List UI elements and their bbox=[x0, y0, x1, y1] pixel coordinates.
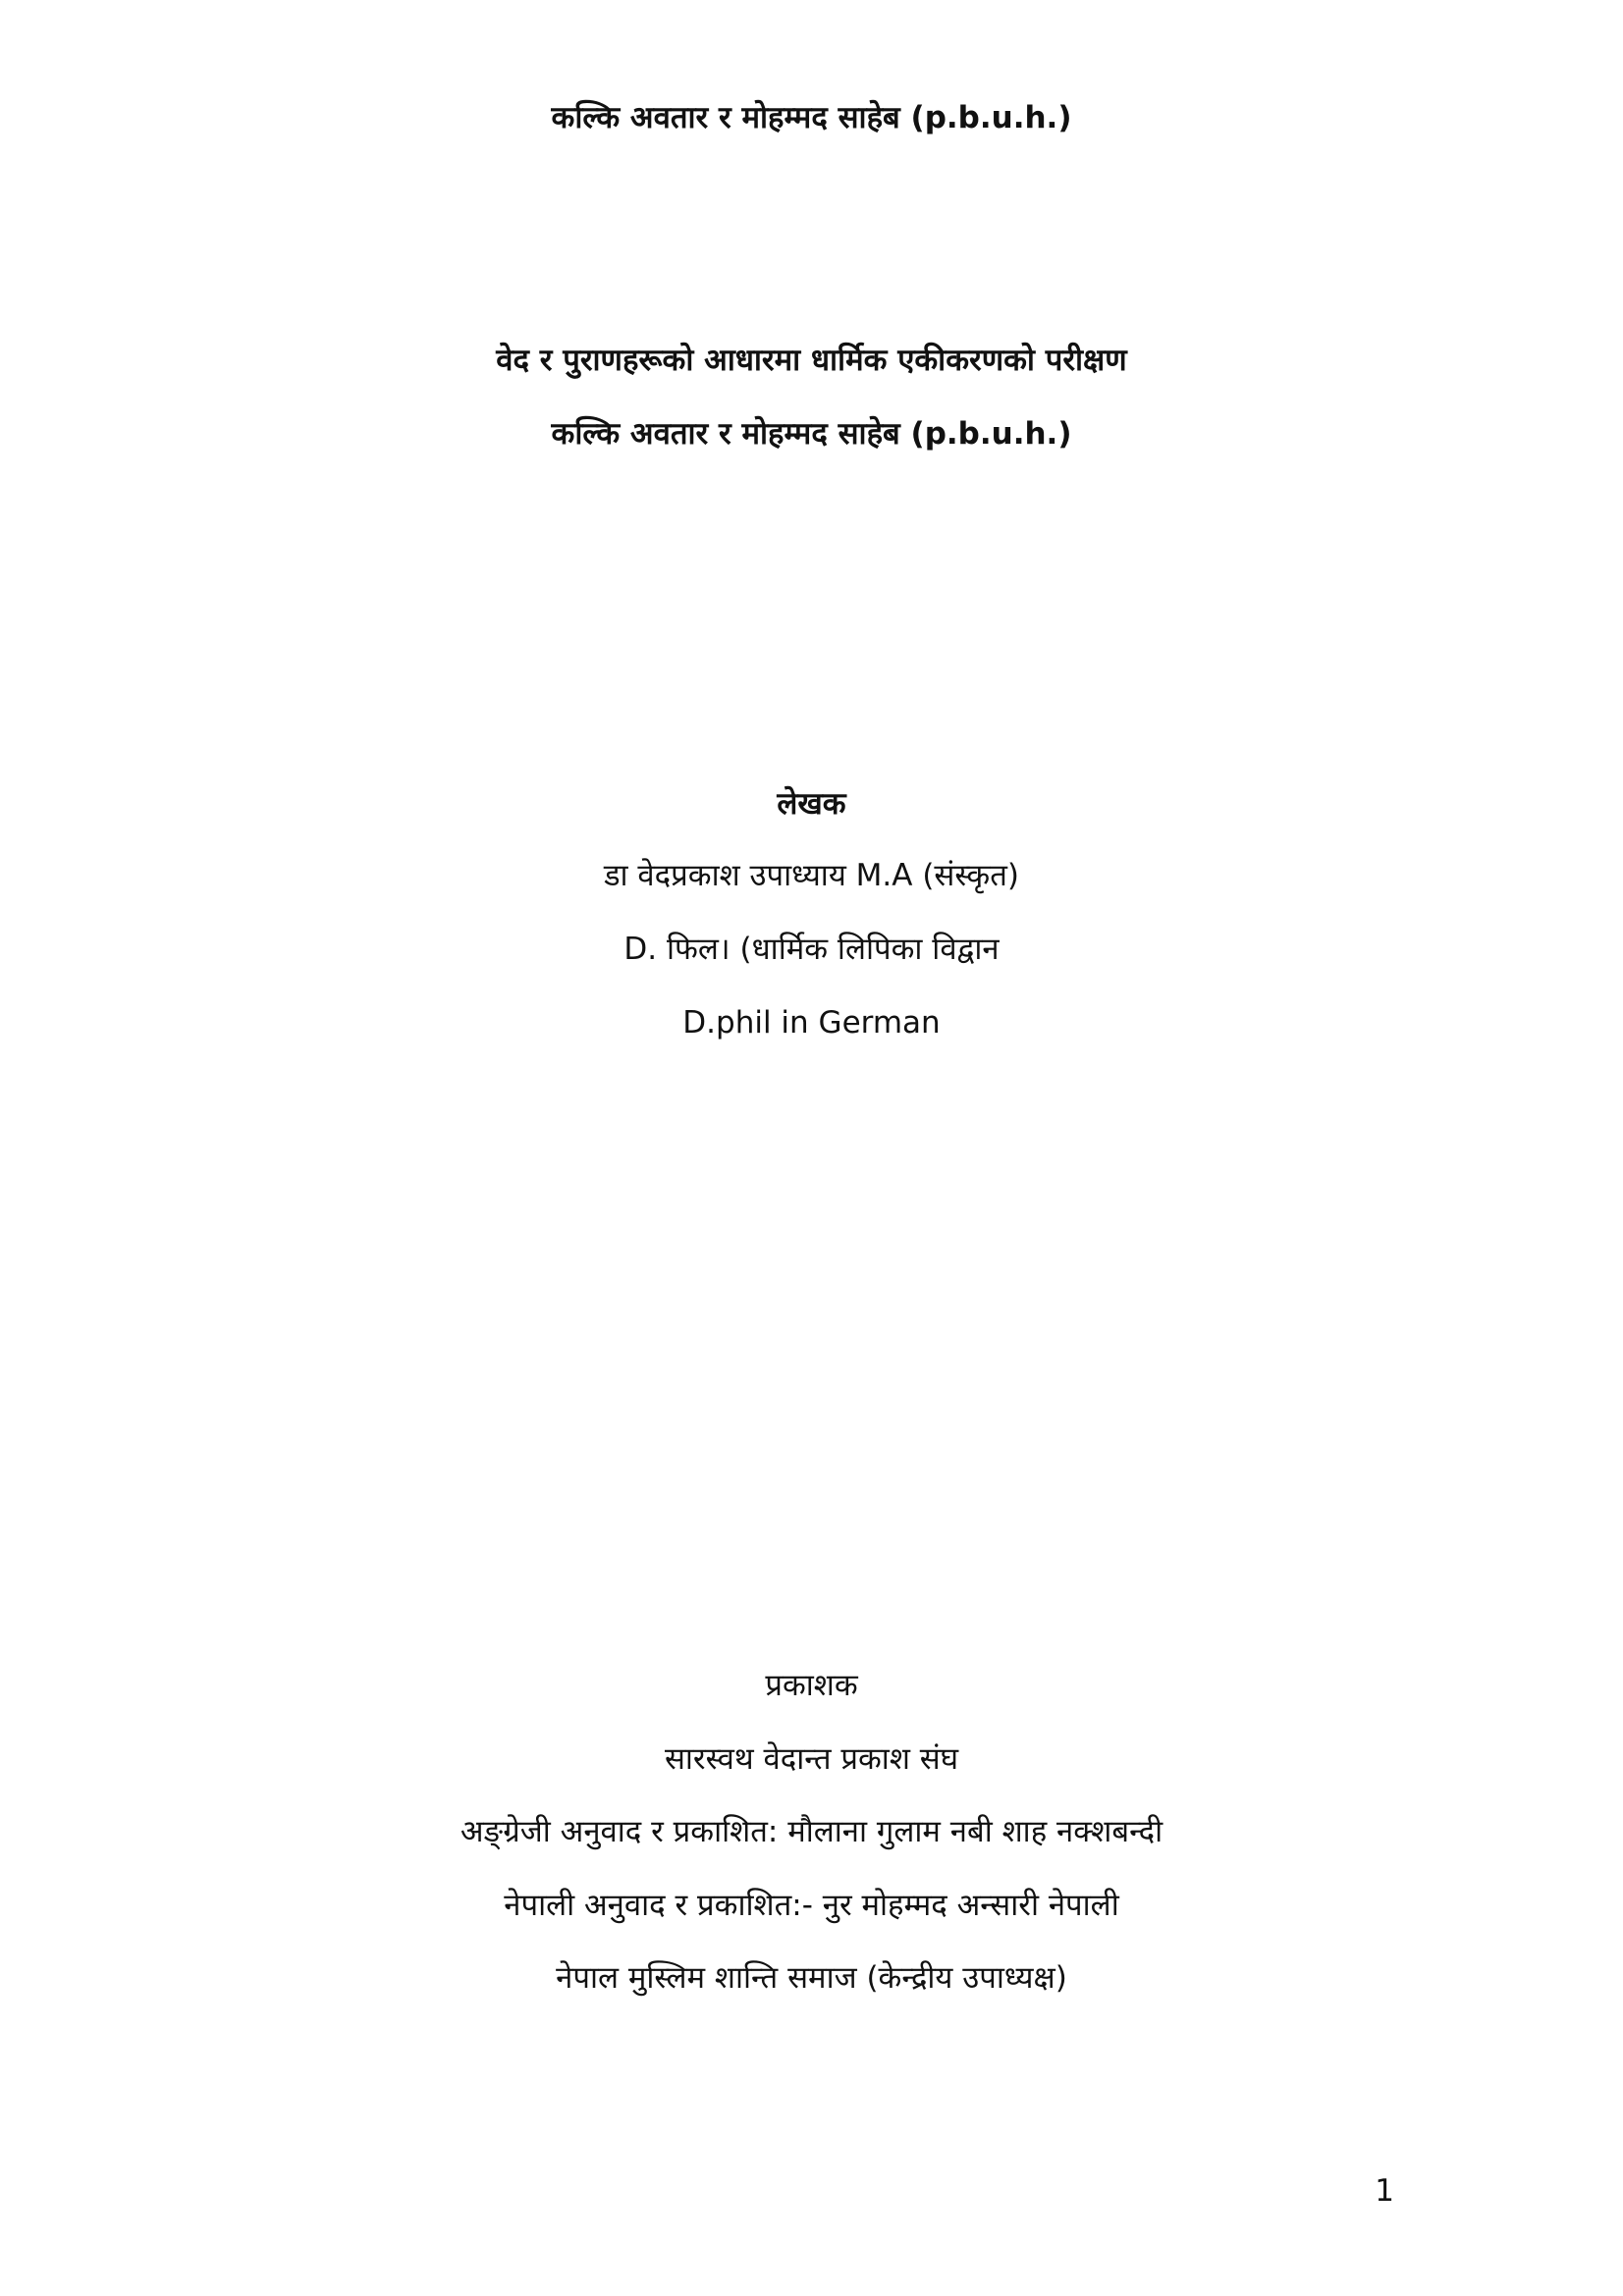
publisher-organization: नेपाल मुस्लिम शान्ति समाज (केन्द्रीय उपाध्यक्ष) bbox=[556, 1960, 1067, 1996]
author-german-degree: D.phil in German bbox=[682, 1005, 941, 1041]
document-title: कल्कि अवतार र मोहम्मद साहेब (p.b.u.h.) bbox=[551, 416, 1072, 452]
document-subtitle: वेद र पुराणहरूको आधारमा धार्मिक एकीकरणको परीक्षण bbox=[496, 343, 1127, 378]
author-heading: लेखक bbox=[777, 786, 846, 822]
publisher-heading: प्रकाशक bbox=[765, 1668, 858, 1703]
author-name: डा वेदप्रकाश उपाध्याय M.A (संस्कृत) bbox=[603, 858, 1020, 893]
page-number: 1 bbox=[1375, 2173, 1394, 2209]
english-translation-credit: अङ्ग्रेजी अनुवाद र प्रकाशित: मौलाना गुलाम नबी शाह नक्शबन्दी bbox=[460, 1814, 1163, 1849]
page-header-title: कल्कि अवतार र मोहम्मद साहेब (p.b.u.h.) bbox=[551, 100, 1072, 135]
nepali-translation-credit: नेपाली अनुवाद र प्रकाशित:- नुर मोहम्मद अन्सारी नेपाली bbox=[504, 1888, 1119, 1923]
author-degree: D. फिल। (धार्मिक लिपिका विद्वान bbox=[623, 932, 1000, 967]
publisher-name: सारस्वथ वेदान्त प्रकाश संघ bbox=[664, 1741, 959, 1777]
